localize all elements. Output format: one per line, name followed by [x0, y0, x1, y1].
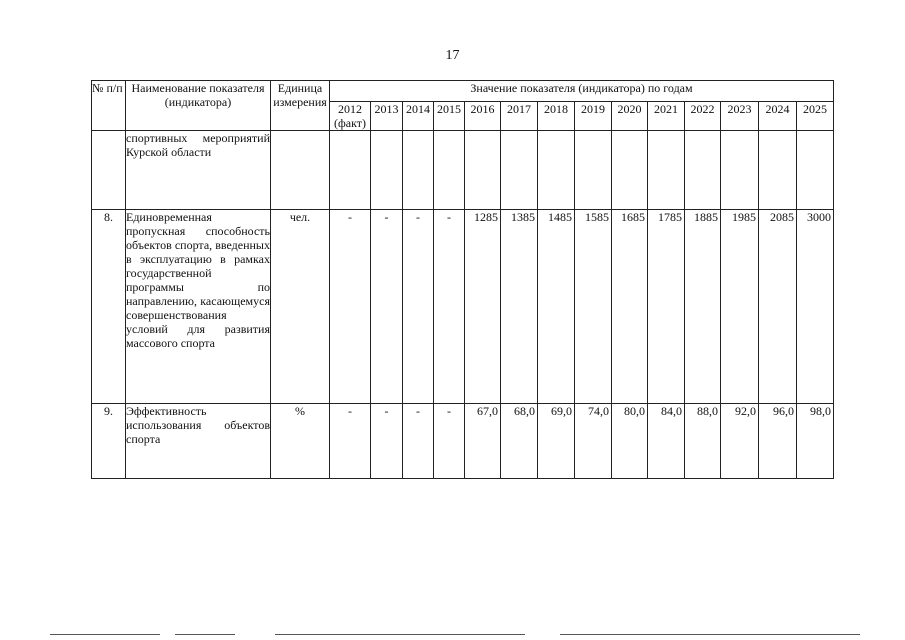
footer-rule [175, 634, 235, 635]
row-num [92, 131, 126, 210]
row-value: 68,0 [501, 404, 538, 479]
row-value: 1885 [685, 210, 721, 404]
row-value [721, 131, 759, 210]
header-row [92, 81, 834, 102]
row-value: - [434, 404, 465, 479]
row-value: - [403, 210, 434, 404]
row-value: 67,0 [465, 404, 501, 479]
row-value [465, 131, 501, 210]
row-num: 9. [92, 404, 126, 479]
row-value: - [330, 404, 371, 479]
row-value: 1985 [721, 210, 759, 404]
page-number: 17 [445, 48, 460, 63]
row-unit [271, 131, 330, 210]
header-year: 2013 [371, 102, 403, 131]
row-value: 88,0 [685, 404, 721, 479]
row-value [575, 131, 612, 210]
row-value [371, 131, 403, 210]
row-num: 8. [92, 210, 126, 404]
footer-rule [275, 634, 525, 635]
row-value: 74,0 [575, 404, 612, 479]
row-value: 98,0 [797, 404, 834, 479]
footer-rule [560, 634, 860, 635]
header-year: 2018 [538, 102, 575, 131]
header-year: 2014 [403, 102, 434, 131]
row-value: - [371, 404, 403, 479]
header-year: 2012 (факт) [330, 102, 371, 131]
row-value: 1485 [538, 210, 575, 404]
row-name: Эффективность использования объектов спорта [126, 404, 271, 479]
row-value: - [434, 210, 465, 404]
row-value: 1685 [612, 210, 648, 404]
row-value: 1385 [501, 210, 538, 404]
header-year: 2022 [685, 102, 721, 131]
header-year: 2016 [465, 102, 501, 131]
table-row [92, 131, 834, 210]
row-value [797, 131, 834, 210]
table-row [92, 210, 834, 404]
row-value: 1585 [575, 210, 612, 404]
header-year: 2019 [575, 102, 612, 131]
header-year: 2025 [797, 102, 834, 131]
footer-rule [50, 634, 160, 635]
row-value: - [330, 210, 371, 404]
row-value [501, 131, 538, 210]
row-unit: % [271, 404, 330, 479]
row-value: 69,0 [538, 404, 575, 479]
row-value: 80,0 [612, 404, 648, 479]
row-value [434, 131, 465, 210]
header-values: Значение показателя (индикатора) по годам [330, 81, 834, 102]
row-value: 1285 [465, 210, 501, 404]
row-value [685, 131, 721, 210]
row-unit: чел. [271, 210, 330, 404]
row-value: 92,0 [721, 404, 759, 479]
header-unit: Единица измерения [271, 81, 330, 131]
row-value: - [403, 404, 434, 479]
row-value [648, 131, 685, 210]
row-name: Единовременная пропускная способность объектов спорта, введенных в эксплуатацию в рамках государственной программы по направлению, касающемуся совершенствования условий для развития массового спорта [126, 210, 271, 404]
header-year: 2021 [648, 102, 685, 131]
header-year: 2015 [434, 102, 465, 131]
row-value [612, 131, 648, 210]
row-value: 96,0 [759, 404, 797, 479]
header-year: 2024 [759, 102, 797, 131]
row-value [330, 131, 371, 210]
header-num: № п/п [92, 81, 126, 131]
header-year: 2020 [612, 102, 648, 131]
row-name: спортивных мероприятий Курской области [126, 131, 271, 210]
table-row [92, 404, 834, 479]
row-value: 84,0 [648, 404, 685, 479]
row-value: - [371, 210, 403, 404]
row-value [759, 131, 797, 210]
row-value: 2085 [759, 210, 797, 404]
header-year: 2017 [501, 102, 538, 131]
row-value [403, 131, 434, 210]
header-year: 2023 [721, 102, 759, 131]
row-value [538, 131, 575, 210]
indicators-table [91, 80, 834, 479]
row-value: 3000 [797, 210, 834, 404]
row-value: 1785 [648, 210, 685, 404]
header-name: Наименование показателя (индикатора) [126, 81, 271, 131]
